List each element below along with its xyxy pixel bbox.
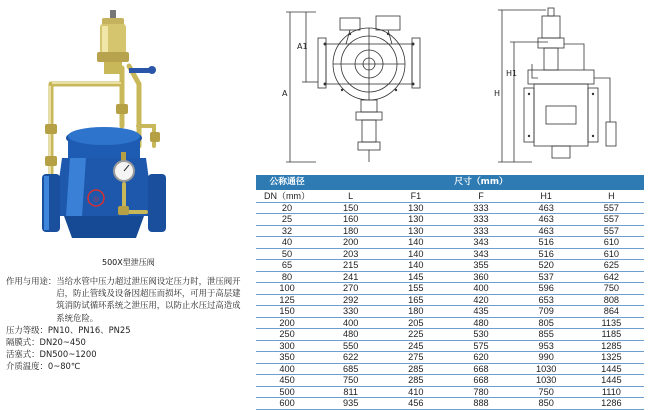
product-description [6,275,246,373]
table-cell: 160 [318,214,383,226]
table-cell: 610 [579,248,644,260]
purpose-row [6,275,246,324]
table-cell: 150 [256,306,318,318]
table-column-row [256,190,644,202]
dim-label-a: A [282,89,288,98]
top-view-drawing [276,4,438,164]
table-cell: 25 [256,214,318,226]
header-dimensions: 尺寸（mm） [318,175,644,190]
table-cell: 145 [383,271,448,283]
valve-body [42,127,166,238]
table-cell: 343 [448,248,513,260]
table-cell: 620 [448,352,513,364]
table-row [256,352,644,364]
table-header-row [256,175,644,190]
table-cell: 130 [383,202,448,214]
table-row [256,248,644,260]
table-cell: 537 [514,271,579,283]
table-cell: 350 [256,352,318,364]
table-cell: 130 [383,214,448,226]
table-cell: 140 [383,260,448,272]
table-cell: 285 [383,363,448,375]
table-cell: 1030 [514,363,579,375]
table-body [256,202,644,409]
table-cell: 420 [448,294,513,306]
table-cell: 125 [256,294,318,306]
header-nominal-diameter: 公称通径 [256,175,318,190]
table-cell: 1185 [579,329,644,341]
dim-label-h: H [494,89,501,98]
dim-label-h1: H1 [506,69,518,78]
purpose-label: 作用与用途： [6,276,57,286]
table-cell: 205 [383,317,448,329]
table-cell: 285 [383,375,448,387]
table-cell: 292 [318,294,383,306]
table-cell: 864 [579,306,644,318]
table-cell: 1325 [579,352,644,364]
table-cell: 435 [448,306,513,318]
temp-row [6,360,246,372]
pressure-value: PN10、PN16、PN25 [47,324,131,335]
table-cell: 808 [579,294,644,306]
pilot-valve [97,10,156,74]
table-cell: 935 [318,398,383,410]
table-cell: 530 [448,329,513,341]
piston-row [6,348,246,360]
table-cell: 500 [256,386,318,398]
piston-label: 活塞式： [6,349,40,360]
pressure-label: 压力等级： [6,324,48,335]
table-cell: 360 [448,271,513,283]
column-header: F [448,190,513,202]
table-cell: 1110 [579,386,644,398]
table-cell: 355 [448,260,513,272]
table-cell: 463 [514,225,579,237]
temp-value: 0~80℃ [47,361,81,372]
table-cell: 463 [514,214,579,226]
table-cell: 165 [383,294,448,306]
table-cell: 653 [514,294,579,306]
table-cell: 520 [514,260,579,272]
table-cell: 410 [383,386,448,398]
table-cell: 610 [579,237,644,249]
table-cell: 805 [514,317,579,329]
table-cell: 600 [256,398,318,410]
table-cell: 130 [383,225,448,237]
table-row [256,214,644,226]
table-cell: 275 [383,352,448,364]
diaphragm-value: DN20~450 [39,337,86,348]
table-row [256,340,644,352]
table-cell: 953 [514,340,579,352]
pressure-row [6,324,246,336]
table-cell: 811 [318,386,383,398]
diaphragm-row [6,336,246,348]
table-cell: 180 [383,306,448,318]
table-cell: 480 [318,329,383,341]
table-cell: 225 [383,329,448,341]
table-row [256,317,644,329]
valve-photo [4,6,244,254]
table-cell: 557 [579,225,644,237]
table-cell: 855 [514,329,579,341]
table-cell: 333 [448,202,513,214]
svg-text:◎: ◎ [92,195,100,203]
purpose-text: 当给水管中压力超过泄压阀设定压力时，泄压阀开启，防止管线及设备因超压而损坏，可用于高层建筑消防试循环系统之泄压用，以防止水压过高造成系统危险。 [56,276,241,323]
table-cell: 450 [256,375,318,387]
table-cell: 270 [318,283,383,295]
table-cell: 1030 [514,375,579,387]
table-cell: 1286 [579,398,644,410]
table-cell: 456 [383,398,448,410]
column-header: H [579,190,644,202]
table-cell: 557 [579,202,644,214]
table-cell: 40 [256,237,318,249]
table-cell: 850 [514,398,579,410]
table-cell: 622 [318,352,383,364]
table-cell: 750 [579,283,644,295]
table-cell: 1285 [579,340,644,352]
table-cell: 1135 [579,317,644,329]
table-cell: 330 [318,306,383,318]
column-header: L [318,190,383,202]
table-row [256,202,644,214]
table-row [256,294,644,306]
table-cell: 180 [318,225,383,237]
table-cell: 65 [256,260,318,272]
table-cell: 333 [448,225,513,237]
table-row [256,386,644,398]
table-cell: 140 [383,248,448,260]
table-row [256,398,644,410]
table-cell: 333 [448,214,513,226]
table-cell: 150 [318,202,383,214]
table-row [256,237,644,249]
table-cell: 557 [579,214,644,226]
table-cell: 750 [514,386,579,398]
table-cell: 400 [318,317,383,329]
table-cell: 155 [383,283,448,295]
table-cell: 750 [318,375,383,387]
table-cell: 215 [318,260,383,272]
table-row [256,329,644,341]
table-cell: 642 [579,271,644,283]
table-cell: 516 [514,248,579,260]
table-cell: 140 [383,237,448,249]
table-cell: 1445 [579,375,644,387]
table-cell: 300 [256,340,318,352]
product-caption: 500X型泄压阀 [102,258,155,267]
side-view-drawing [476,4,636,164]
table-cell: 625 [579,260,644,272]
table-cell: 200 [256,317,318,329]
dimension-table [256,175,644,410]
table-cell: 780 [448,386,513,398]
table-row [256,271,644,283]
table-cell: 50 [256,248,318,260]
column-header: DN（mm） [256,190,318,202]
table-cell: 1445 [579,363,644,375]
piston-value: DN500~1200 [39,349,97,360]
table-cell: 516 [514,237,579,249]
table-cell: 250 [256,329,318,341]
table-cell: 550 [318,340,383,352]
table-cell: 241 [318,271,383,283]
table-cell: 480 [448,317,513,329]
table-cell: 685 [318,363,383,375]
table-cell: 20 [256,202,318,214]
table-cell: 400 [448,283,513,295]
table-row [256,283,644,295]
fitting [45,124,57,134]
table-cell: 32 [256,225,318,237]
column-header: F1 [383,190,448,202]
table-row [256,363,644,375]
table-cell: 709 [514,306,579,318]
temp-label: 介质温度： [6,361,48,372]
table-row [256,225,644,237]
table-cell: 245 [383,340,448,352]
column-header: H1 [514,190,579,202]
table-cell: 990 [514,352,579,364]
table-cell: 668 [448,363,513,375]
table-cell: 203 [318,248,383,260]
table-cell: 100 [256,283,318,295]
table-cell: 400 [256,363,318,375]
table-row [256,260,644,272]
table-cell: 343 [448,237,513,249]
table-cell: 575 [448,340,513,352]
table-row [256,306,644,318]
table-row [256,375,644,387]
table-cell: 463 [514,202,579,214]
dim-label-a1: A1 [297,42,308,51]
table-cell: 200 [318,237,383,249]
table-cell: 80 [256,271,318,283]
table-cell: 596 [514,283,579,295]
table-cell: 668 [448,375,513,387]
table-cell: 888 [448,398,513,410]
diaphragm-label: 隔膜式： [6,337,40,348]
